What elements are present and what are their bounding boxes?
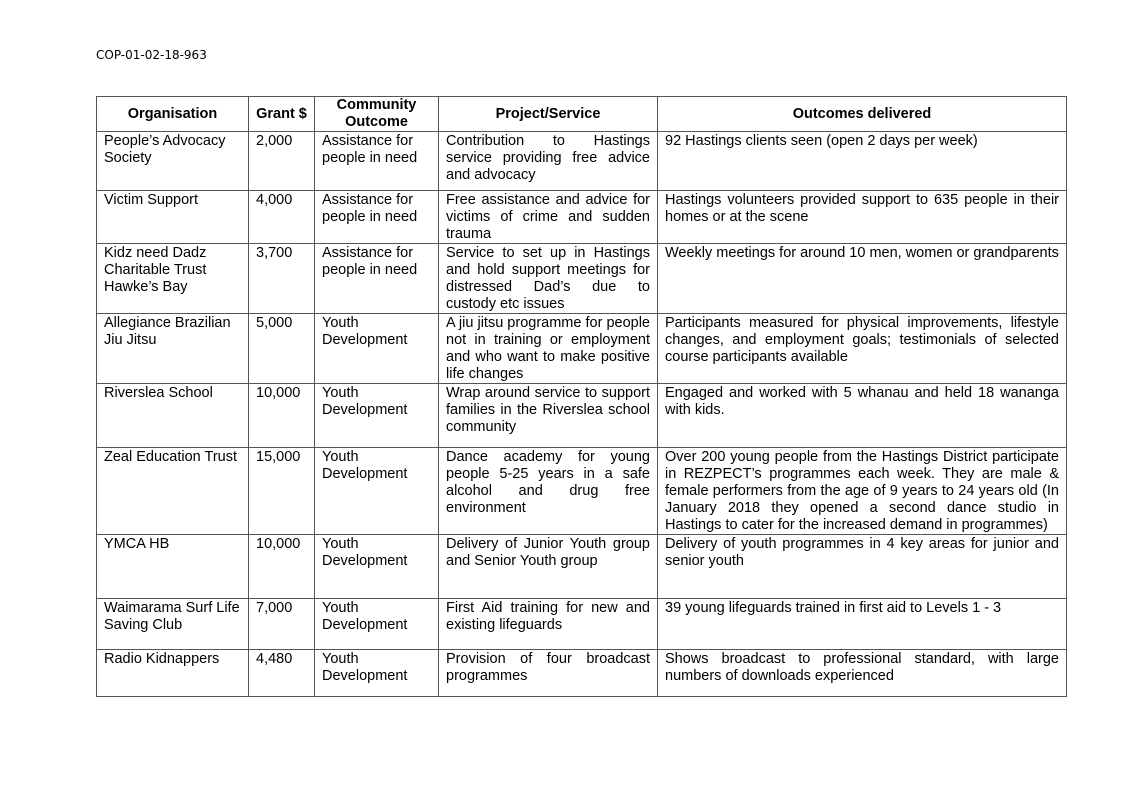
cell-community-outcome: Youth Development xyxy=(315,650,439,697)
table-row xyxy=(97,448,1067,535)
cell-project: Dance academy for young people 5-25 years in a safe alcohol and drug free environment xyxy=(439,448,658,535)
cell-grant: 2,000 xyxy=(249,132,315,191)
cell-outcomes: Engaged and worked with 5 whanau and held 18 wananga with kids. xyxy=(658,384,1067,448)
cell-organisation: YMCA HB xyxy=(97,535,249,599)
cell-outcomes: Shows broadcast to professional standard, with large numbers of downloads experienced xyxy=(658,650,1067,697)
cell-community-outcome: Youth Development xyxy=(315,314,439,384)
cell-grant: 10,000 xyxy=(249,535,315,599)
cell-outcomes: 39 young lifeguards trained in first aid to Levels 1 - 3 xyxy=(658,599,1067,650)
header-community-outcome: Community Outcome xyxy=(315,97,439,132)
header-organisation: Organisation xyxy=(97,97,249,132)
cell-organisation: Allegiance Brazilian Jiu Jitsu xyxy=(97,314,249,384)
cell-grant: 7,000 xyxy=(249,599,315,650)
cell-grant: 4,480 xyxy=(249,650,315,697)
header-outcomes-delivered: Outcomes delivered xyxy=(658,97,1067,132)
cell-grant: 10,000 xyxy=(249,384,315,448)
header-project-service: Project/Service xyxy=(439,97,658,132)
cell-project: First Aid training for new and existing lifeguards xyxy=(439,599,658,650)
table-row xyxy=(97,599,1067,650)
cell-project: Contribution to Hastings service providing free advice and advocacy xyxy=(439,132,658,191)
cell-community-outcome: Youth Development xyxy=(315,599,439,650)
cell-organisation: People’s Advocacy Society xyxy=(97,132,249,191)
header-grant: Grant $ xyxy=(249,97,315,132)
document-reference: COP-01-02-18-963 xyxy=(96,48,207,62)
cell-organisation: Radio Kidnappers xyxy=(97,650,249,697)
table-row xyxy=(97,650,1067,697)
cell-organisation: Waimarama Surf Life Saving Club xyxy=(97,599,249,650)
cell-project: Delivery of Junior Youth group and Senior Youth group xyxy=(439,535,658,599)
cell-project: Wrap around service to support families in the Riverslea school community xyxy=(439,384,658,448)
table-row xyxy=(97,191,1067,244)
table-row xyxy=(97,132,1067,191)
cell-outcomes: Participants measured for physical improvements, lifestyle changes, and employment goals; testimonials of selected course participants available xyxy=(658,314,1067,384)
cell-community-outcome: Youth Development xyxy=(315,384,439,448)
cell-project: A jiu jitsu programme for people not in training or employment and who want to make positive life changes xyxy=(439,314,658,384)
cell-outcomes: Over 200 young people from the Hastings District participate in REZPECT’s programmes each week. They are male & female performers from the age of 9 years to 24 years old (In January 2018 they opened a second dance studio in Hastings to cater for the increased demand in programmes) xyxy=(658,448,1067,535)
cell-organisation: Kidz need Dadz Charitable Trust Hawke’s Bay xyxy=(97,244,249,314)
cell-organisation: Riverslea School xyxy=(97,384,249,448)
table-row xyxy=(97,384,1067,448)
cell-organisation: Zeal Education Trust xyxy=(97,448,249,535)
cell-community-outcome: Assistance for people in need xyxy=(315,244,439,314)
table-header-row xyxy=(97,97,1067,132)
table-row xyxy=(97,314,1067,384)
cell-project: Free assistance and advice for victims of crime and sudden trauma xyxy=(439,191,658,244)
cell-grant: 4,000 xyxy=(249,191,315,244)
cell-grant: 3,700 xyxy=(249,244,315,314)
cell-outcomes: Delivery of youth programmes in 4 key areas for junior and senior youth xyxy=(658,535,1067,599)
cell-community-outcome: Youth Development xyxy=(315,448,439,535)
cell-community-outcome: Assistance for people in need xyxy=(315,191,439,244)
cell-grant: 5,000 xyxy=(249,314,315,384)
table-row xyxy=(97,535,1067,599)
cell-community-outcome: Youth Development xyxy=(315,535,439,599)
cell-project: Provision of four broadcast programmes xyxy=(439,650,658,697)
cell-grant: 15,000 xyxy=(249,448,315,535)
cell-project: Service to set up in Hastings and hold support meetings for distressed Dad’s due to custody etc issues xyxy=(439,244,658,314)
cell-outcomes: Hastings volunteers provided support to 635 people in their homes or at the scene xyxy=(658,191,1067,244)
grants-table xyxy=(96,96,1067,697)
cell-outcomes: 92 Hastings clients seen (open 2 days per week) xyxy=(658,132,1067,191)
table-row xyxy=(97,244,1067,314)
cell-organisation: Victim Support xyxy=(97,191,249,244)
cell-community-outcome: Assistance for people in need xyxy=(315,132,439,191)
cell-outcomes: Weekly meetings for around 10 men, women or grandparents xyxy=(658,244,1067,314)
